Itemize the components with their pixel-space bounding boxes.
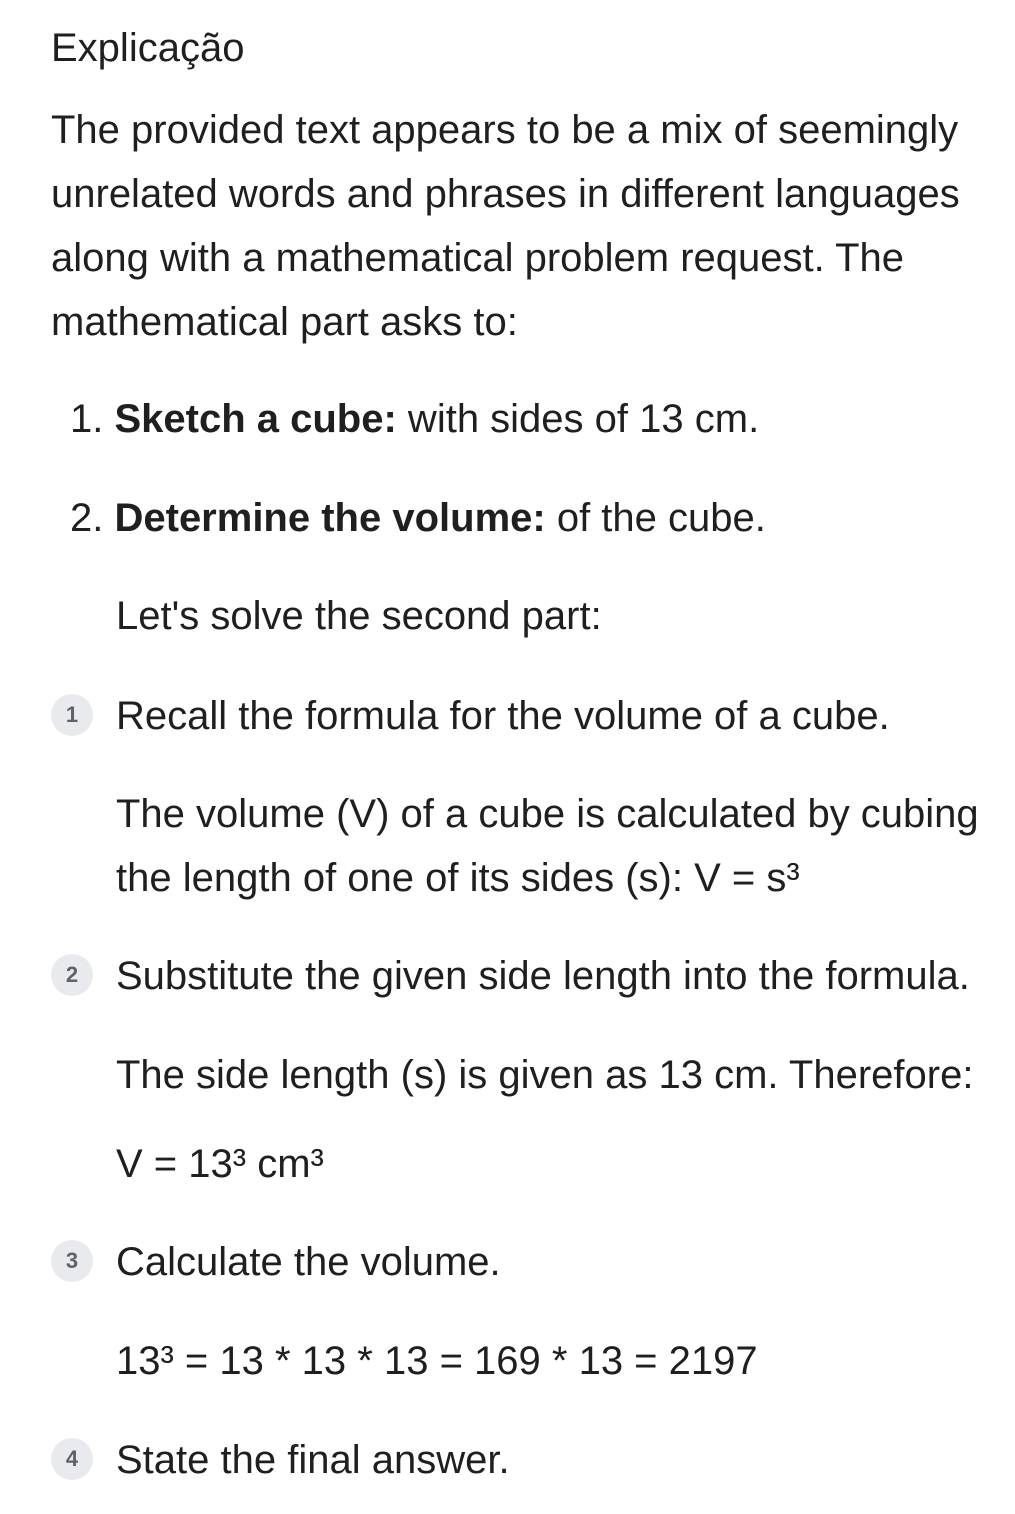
- intro-line: unrelated words and phrases in different languages: [51, 172, 960, 216]
- intro-line: along with a mathematical problem request. The: [51, 236, 905, 280]
- solve-intro-text: Let's solve the second part:: [116, 594, 602, 638]
- section-heading: Explicação: [51, 26, 245, 70]
- intro-line: The provided text appears to be a mix of seemingly: [51, 108, 959, 152]
- task-text: with sides of 13 cm.: [396, 397, 760, 441]
- step-title: Substitute the given side length into the formula.: [116, 954, 970, 998]
- intro-paragraph: [51, 98, 1015, 354]
- task-label: Determine the volume:: [114, 496, 546, 540]
- step-number-badge: 3: [51, 1240, 93, 1282]
- step-detail: [116, 1329, 758, 1393]
- step-number-badge: 2: [51, 954, 93, 996]
- step-title: Recall the formula for the volume of a cube.: [116, 694, 890, 738]
- step-detail: [116, 1043, 973, 1107]
- step-title: Calculate the volume.: [116, 1240, 501, 1284]
- task-label: Sketch a cube:: [114, 397, 397, 441]
- step-equation: 13³ = 13 * 13 * 13 = 169 * 13 = 2197: [116, 1339, 758, 1383]
- task-number: 1.: [70, 397, 104, 441]
- step-detail: [116, 1132, 324, 1196]
- task-text: of the cube.: [545, 496, 766, 540]
- step-detail-line: The volume (V) of a cube is calculated by cubing: [116, 792, 979, 836]
- step-detail-line: the length of one of its sides (s): V = s³: [116, 856, 800, 900]
- step-equation: V = 13³ cm³: [116, 1142, 324, 1186]
- step-detail: [116, 782, 979, 910]
- step-number-badge: 1: [51, 694, 93, 736]
- task-item: [70, 492, 766, 544]
- task-item: [70, 393, 759, 445]
- step-detail-line: The side length (s) is given as 13 cm. Therefore:: [116, 1053, 974, 1097]
- solve-intro: [116, 584, 602, 648]
- task-number: 2.: [70, 496, 104, 540]
- step-number-badge: 4: [51, 1438, 93, 1480]
- step-title: State the final answer.: [116, 1438, 510, 1482]
- intro-line: mathematical part asks to:: [51, 300, 518, 344]
